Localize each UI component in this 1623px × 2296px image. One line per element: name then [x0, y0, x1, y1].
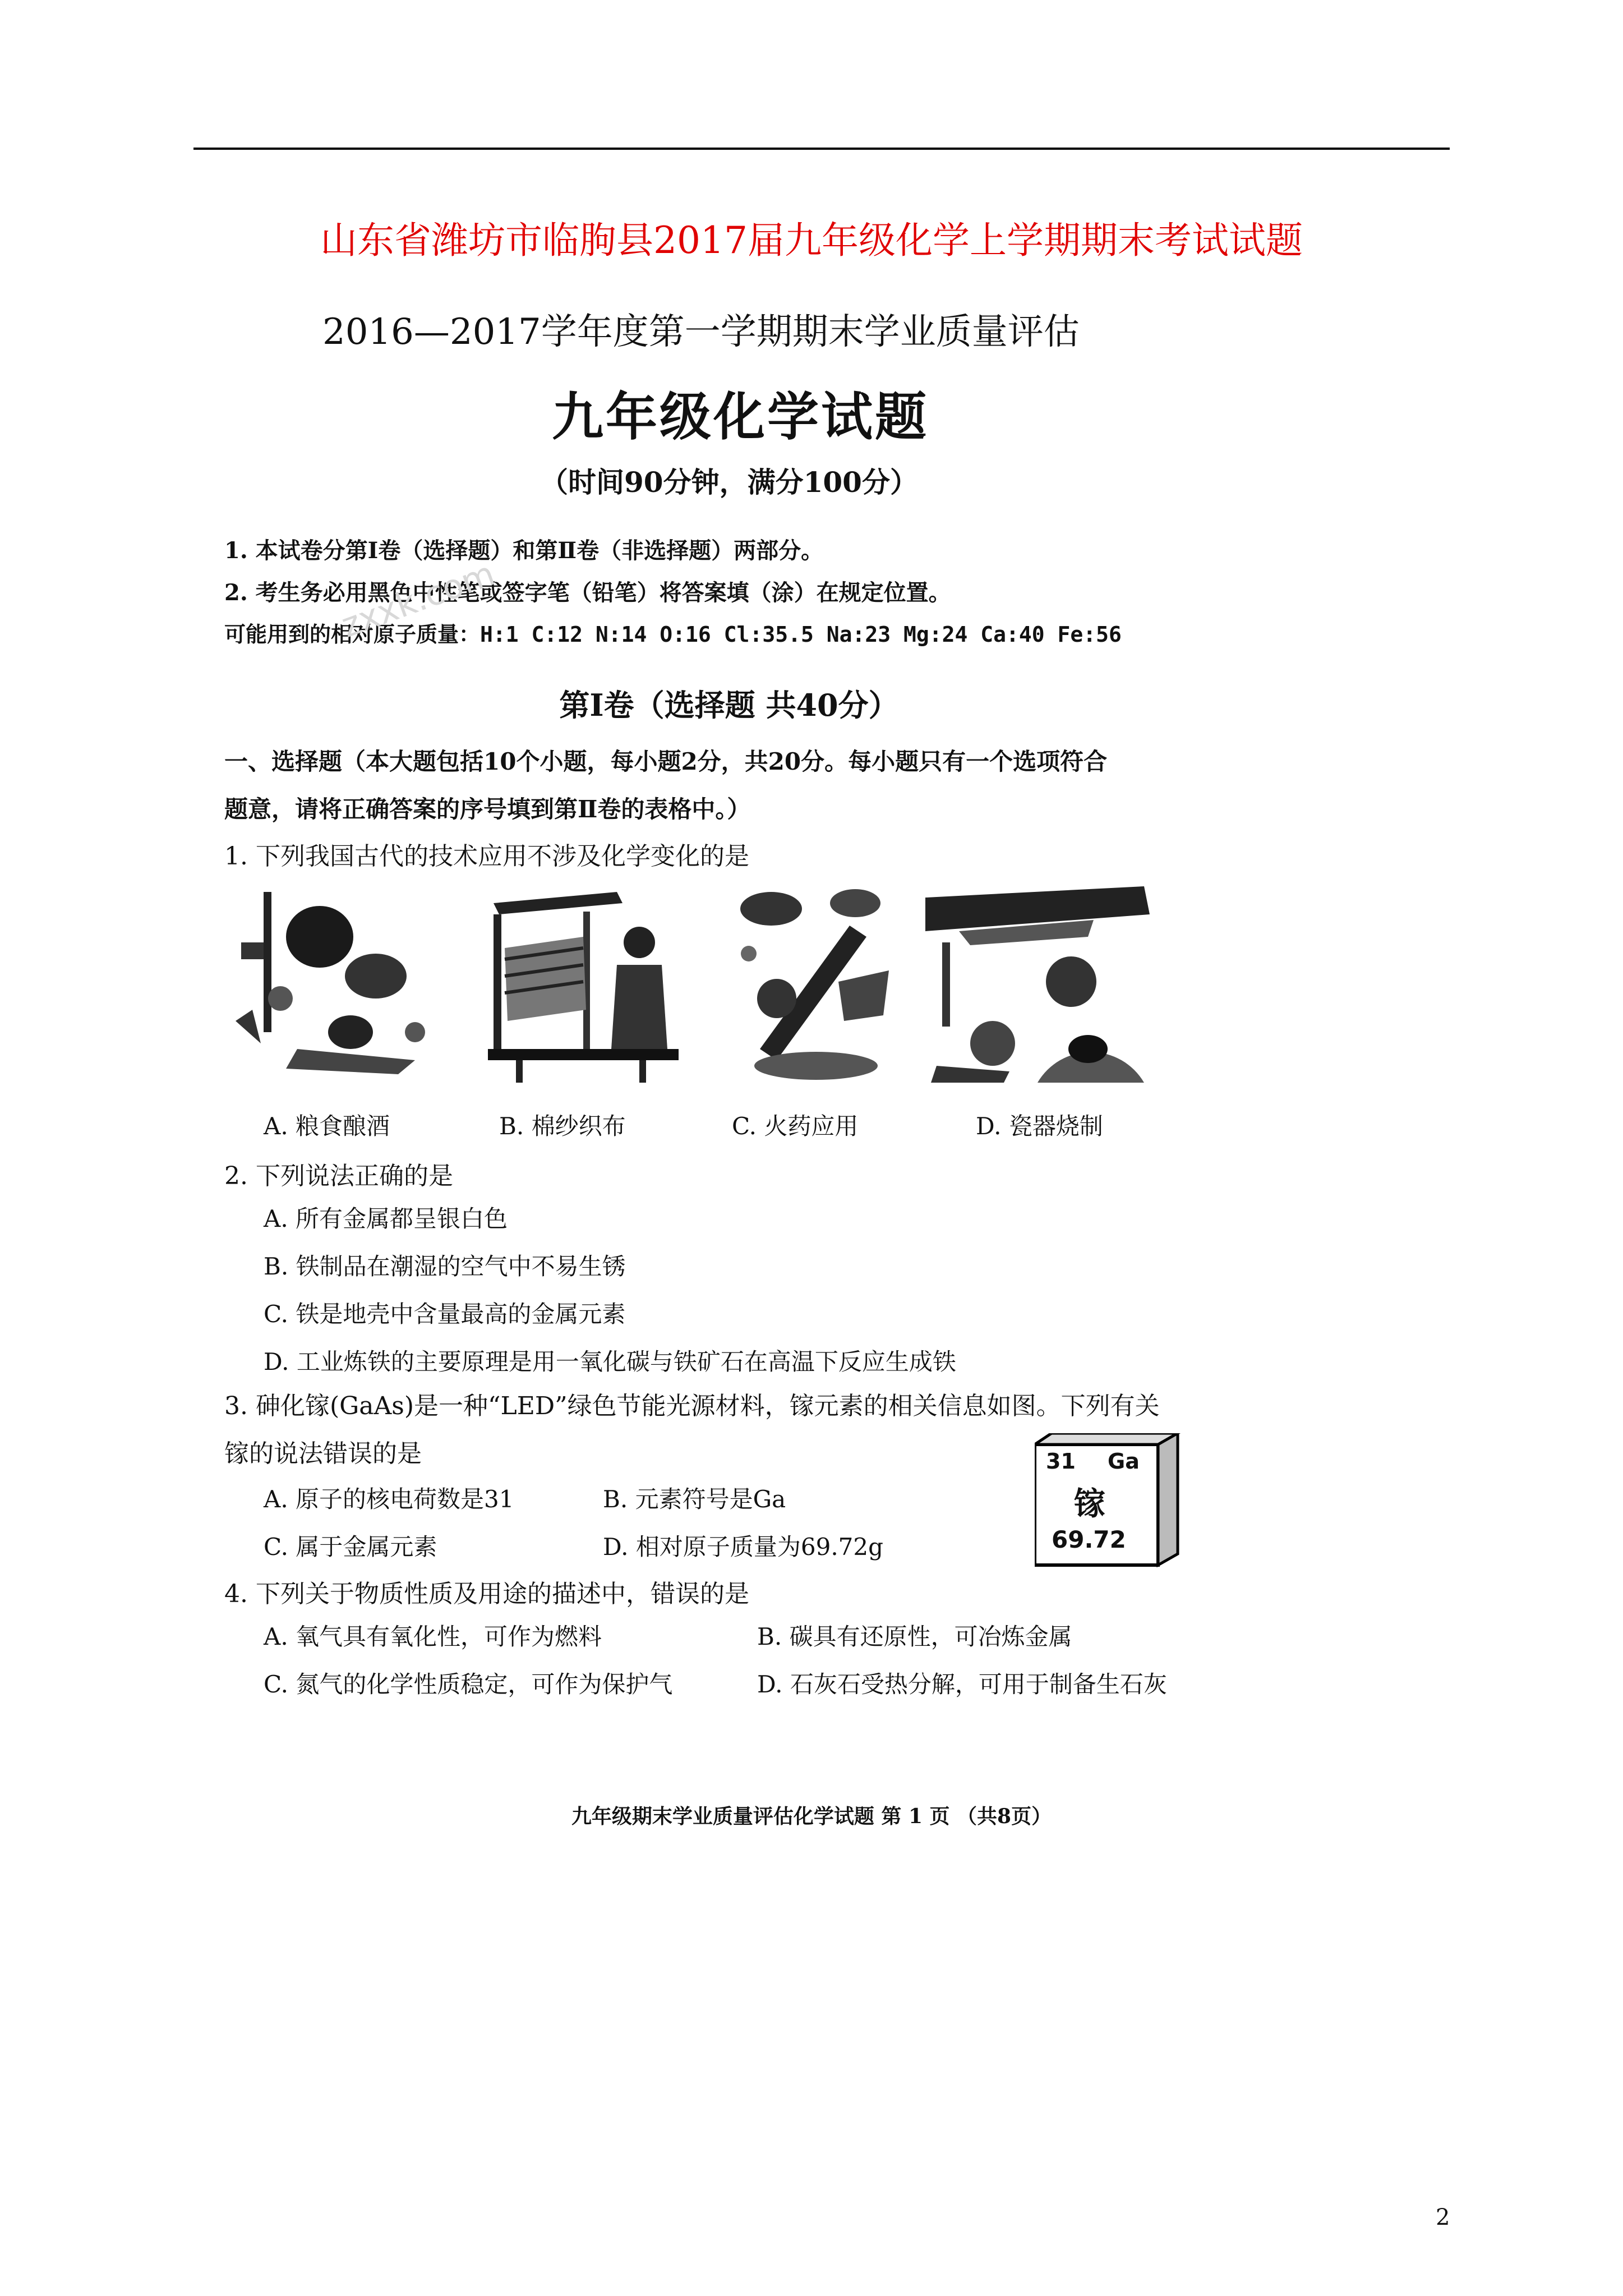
q2-option-c: C. 铁是地壳中含量最高的金属元素: [264, 1300, 626, 1328]
q2-option-d: D. 工业炼铁的主要原理是用一氧化碳与铁矿石在高温下反应生成铁: [264, 1348, 956, 1375]
element-cell: [1035, 1433, 1181, 1568]
exam-subtitle: 2016—2017学年度第一学期期末学业质量评估: [322, 311, 1080, 353]
note-1: 1. 本试卷分第Ⅰ卷（选择题）和第Ⅱ卷（非选择题）两部分。: [224, 537, 824, 564]
q3-option-d: D. 相对原子质量为69.72g: [603, 1533, 884, 1561]
wine-brewing-image: [230, 881, 460, 1088]
element-mass: 69.72: [1052, 1526, 1126, 1553]
watermark: zxxk.com: [336, 554, 500, 646]
q4-option-a: A. 氧气具有氧化性，可作为燃料: [264, 1623, 602, 1650]
q3-stem-line2: 镓的说法错误的是: [224, 1439, 422, 1468]
cotton-weaving-image: [482, 881, 690, 1088]
instruction-line1: 一、选择题（本大题包括10个小题，每小题2分，共20分。每小题只有一个选项符合: [224, 748, 1108, 775]
q4-stem: 4. 下列关于物质性质及用途的描述中，错误的是: [224, 1580, 749, 1608]
gunpowder-image: [726, 881, 900, 1088]
exam-main-title: 九年级化学试题: [551, 386, 929, 447]
page-footer: 九年级期末学业质量评估化学试题 第 1 页 （共8页）: [571, 1805, 1052, 1828]
porcelain-firing-image: [925, 881, 1150, 1088]
note-2: 2. 考生务必用黑色中性笔或签字笔（铅笔）将答案填（涂）在规定位置。: [224, 579, 951, 606]
atomic-mass-note: 可能用到的相对原子质量：H:1 C:12 N:14 O:16 Cl:35.5 Na:23 Mg:24 Ca:40 Fe:56: [224, 622, 1122, 647]
q4-option-c: C. 氮气的化学性质稳定，可作为保护气: [264, 1671, 673, 1698]
instruction-line2: 题意，请将正确答案的序号填到第Ⅱ卷的表格中。）: [224, 795, 751, 823]
q3-option-a: A. 原子的核电荷数是31: [264, 1485, 514, 1513]
element-symbol: Ga: [1108, 1449, 1140, 1474]
q2-option-b: B. 铁制品在潮湿的空气中不易生锈: [264, 1253, 626, 1280]
q4-option-b: B. 碳具有还原性，可冶炼金属: [757, 1623, 1072, 1650]
q2-option-a: A. 所有金属都呈银白色: [264, 1205, 508, 1232]
q1-option-d: D. 瓷器烧制: [976, 1112, 1103, 1140]
q3-option-b: B. 元素符号是Ga: [603, 1485, 786, 1513]
element-name: 镓: [1074, 1485, 1105, 1522]
q1-option-c: C. 火药应用: [732, 1112, 859, 1140]
q2-stem: 2. 下列说法正确的是: [224, 1162, 453, 1190]
q1-option-b: B. 棉纱织布: [499, 1112, 626, 1140]
element-number: 31: [1046, 1449, 1076, 1474]
q3-option-c: C. 属于金属元素: [264, 1533, 437, 1561]
page-number: 2: [1436, 2205, 1450, 2230]
exam-time: （时间90分钟，满分100分）: [540, 466, 918, 499]
q4-option-d: D. 石灰石受热分解，可用于制备生石灰: [757, 1671, 1167, 1698]
header-rule: [193, 148, 1450, 150]
q1-stem: 1. 下列我国古代的技术应用不涉及化学变化的是: [224, 842, 749, 871]
q3-stem-line1: 3. 砷化镓(GaAs)是一种“LED”绿色节能光源材料，镓元素的相关信息如图。下列有关: [224, 1392, 1160, 1420]
q1-option-a: A. 粮食酿酒: [264, 1112, 390, 1140]
document-title: 山东省潍坊市临朐县2017届九年级化学上学期期末考试试题: [320, 219, 1303, 262]
section1-title: 第Ⅰ卷（选择题 共40分）: [559, 687, 899, 723]
